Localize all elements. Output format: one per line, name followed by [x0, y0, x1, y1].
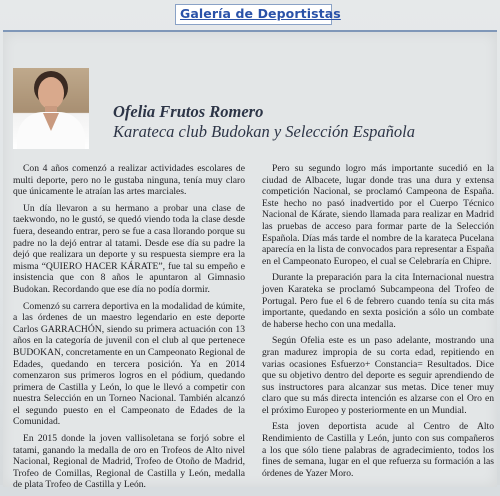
photo-face	[38, 77, 64, 109]
article-column-right	[262, 163, 494, 484]
athlete-subtitle: Karateca club Budokan y Selección Española	[113, 122, 415, 141]
section-banner	[175, 4, 341, 25]
athlete-photo	[13, 68, 89, 149]
article-paragraph: Según Ofelia este es un paso adelante, mostrando una gran madurez impropia de su corta edad, repitiendo en varias ocasiones Esfuerzo+ Constancia= Resultados. Dice que su objetivo dentro del deporte es seguir aprendiendo de sus instructores para alcanzar sus metas. Dice tener muy claro que su más directa intención es alzarse con el Oro en el próximo Europeo y posteriormente en un Mundial.	[262, 335, 494, 416]
photo-gi-lapel	[43, 113, 59, 131]
article-column-left	[13, 163, 245, 496]
article-paragraph: Con 4 años comenzó a realizar actividades escolares de multi deporte, pero no le gustaba ninguna, tenía muy claro que únicamente le atraían las artes marciales.	[13, 163, 245, 198]
article-paragraph: Comenzó su carrera deportiva en la modalidad de kúmite, a las órdenes de un maestro legendario en este deporte Carlos GARRACHÓN, siendo su primera actuación con 13 años en la categoría de juvenil con el club al que pertenece BUDOKAN, concretamente en un Campeonato Regional de Edades, quedando en tercera posición. Ya en 2014 comenzaron sus primeros logros en el pódium, quedando primera de Castilla y León, lo que le llevó a competir con nuestra Selección en un Torneo Nacional. También alcanzó el segundo puesto en el Campeonato de Edades de la Comunidad.	[13, 300, 245, 428]
article-paragraph: Esta joven deportista acude al Centro de Alto Rendimiento de Castilla y León, junto con sus compañeros a los que sólo tiene palabras de agradecimiento, todos los fines de semana, lugar en el que refuerza su formación a las órdenes de Yazer Moro.	[262, 421, 494, 479]
article-paragraph: Un día llevaron a su hermano a probar una clase de taekwondo, no le gustó, se quedó viendo toda la clase desde fuera, deseando entrar, pero se fue a casa llorando porque su padre no la dejó entrar al tatami. Desde ese día su padre la dejó que realizara un deporte y su respuesta siempre era la misma “QUIERO HACER KÁRATE”, fue tal su empeño e insistencia que con 8 años le apuntaron al Gimnasio Budokan. Recordando que ese día no podía dormir.	[13, 202, 245, 295]
athlete-name: Ofelia Frutos Romero	[113, 102, 264, 121]
article-paragraph: Durante la preparación para la cita Internacional nuestra joven Karateka se proclamó Subcampeona del Trofeo de Portugal. Pero fue el 6 de febrero cuando tenía su cita más importante, quedando en sexta posición a sólo un combate de haberse hecho con una medalla.	[262, 272, 494, 330]
section-title: Galería de Deportistas	[180, 6, 341, 21]
article-paragraph: En 2015 donde la joven vallisoletana se forjó sobre el tatami, ganando la medalla de oro en Trofeos de Alto nivel Nacional, Regional de Madrid, Trofeo de Otoño de Madrid, Trofeo de Comillas, Regional de Castilla y León, medalla de plata Trofeo de Castilla y León.	[13, 433, 245, 491]
article-paragraph: Pero su segundo logro más importante sucedió en la ciudad de Albacete, lugar donde tras una dura y extensa competición Nacional, se proclamó Campeona de España. Este hecho no pasó inadvertido por el Cuerpo Técnico Nacional de Kárate, siendo llamada para realizar en Madrid las pruebas de acceso para formar parte de la Selección Española. Días más tarde el nombre de la karateca Pucelana aparecía en la lista de convocados para representar a España en el Campeonato Europeo, el cual se Celebraría en Chipre.	[262, 163, 494, 267]
